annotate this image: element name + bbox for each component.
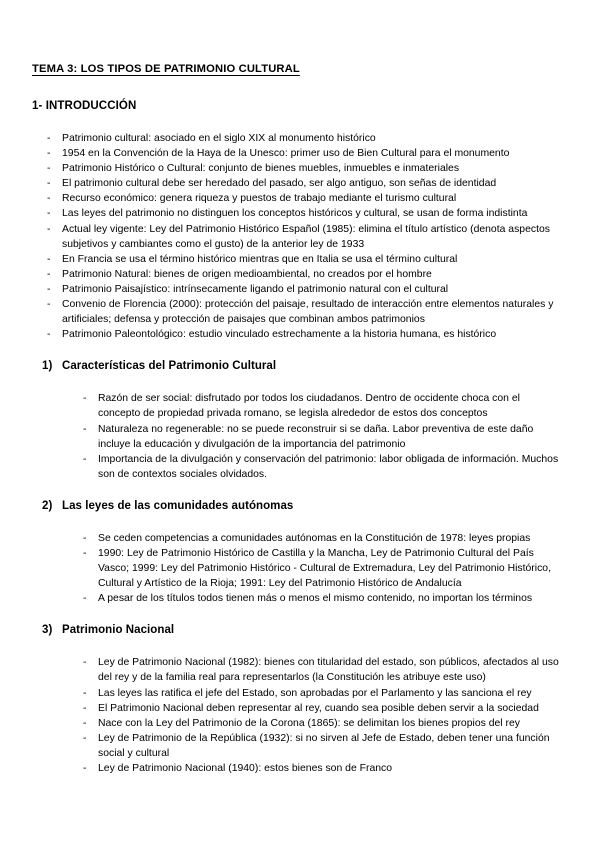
dash-bullet-icon: - bbox=[83, 532, 87, 544]
list-item bbox=[32, 191, 564, 206]
dash-bullet-icon: - bbox=[83, 732, 87, 744]
subsection-heading-text: Las leyes de las comunidades autónomas bbox=[62, 499, 294, 512]
list-item-text: Se ceden competencias a comunidades autónomas en la Constitución de 1978: leyes propias bbox=[98, 532, 531, 544]
section-heading-introduccion: 1- INTRODUCCIÓN bbox=[32, 100, 137, 112]
list-item bbox=[32, 267, 564, 282]
list-item-text: Ley de Patrimonio de la República (1932): si no sirven al Jefe de Estado, deben tener una función social y cultural bbox=[98, 732, 550, 759]
list-item bbox=[32, 131, 564, 146]
list-item-text: Las leyes las ratifica el jefe del Estado, son aprobadas por el Parlamento y las sanciona el rey bbox=[98, 687, 532, 699]
list-item bbox=[68, 655, 564, 685]
dash-bullet-icon: - bbox=[47, 208, 51, 220]
spacer bbox=[32, 638, 564, 655]
dash-bullet-icon: - bbox=[83, 657, 87, 669]
dash-bullet-icon: - bbox=[47, 178, 51, 190]
list-item-text: Importancia de la divulgación y conservación del patrimonio: labor obligada de información. Muchos son de contextos sociales olvidados. bbox=[98, 453, 559, 480]
list-item bbox=[68, 531, 564, 546]
dash-bullet-icon: - bbox=[83, 593, 87, 605]
list-item bbox=[68, 731, 564, 761]
dash-bullet-icon: - bbox=[47, 148, 51, 160]
dash-bullet-icon: - bbox=[47, 133, 51, 144]
list-item-text: Nace con la Ley del Patrimonio de la Corona (1865): se delimitan los bienes propios del rey bbox=[98, 717, 520, 729]
dash-bullet-icon: - bbox=[47, 163, 51, 175]
subsection-heading-caracteristicas bbox=[32, 359, 564, 374]
spacer bbox=[32, 342, 564, 359]
spacer bbox=[32, 77, 564, 99]
dash-bullet-icon: - bbox=[83, 423, 87, 435]
list-item-text: Patrimonio Paleontológico: estudio vinculado estrechamente a la historia humana, es histórico bbox=[62, 329, 497, 341]
list-item bbox=[32, 222, 564, 252]
list-item bbox=[68, 591, 564, 606]
list-item bbox=[32, 176, 564, 191]
list-item bbox=[32, 206, 564, 221]
list-item bbox=[68, 391, 564, 421]
dash-bullet-icon: - bbox=[83, 763, 87, 774]
list-item-text: Patrimonio Histórico o Cultural: conjunto de bienes muebles, inmuebles e inmateriales bbox=[62, 163, 460, 175]
spacer bbox=[32, 606, 564, 623]
list-item bbox=[68, 701, 564, 716]
list-item bbox=[32, 282, 564, 297]
intro-bullet-list bbox=[32, 131, 564, 342]
list-item-text: Las leyes del patrimonio no distinguen los conceptos históricos y cultural, se usan de forma indistinta bbox=[62, 208, 528, 220]
dash-bullet-icon: - bbox=[47, 299, 51, 311]
list-item bbox=[68, 452, 564, 482]
list-item bbox=[68, 761, 564, 776]
document-title: TEMA 3: LOS TIPOS DE PATRIMONIO CULTURAL bbox=[32, 63, 300, 75]
list-item bbox=[68, 422, 564, 452]
dash-bullet-icon: - bbox=[83, 702, 87, 714]
subsection-number: 2) bbox=[42, 499, 53, 512]
list-item-text: Patrimonio cultural: asociado en el siglo XIX al monumento histórico bbox=[62, 133, 376, 144]
subsection-heading-text: Características del Patrimonio Cultural bbox=[62, 360, 277, 373]
list-item-text: Ley de Patrimonio Nacional (1940): estos bienes son de Franco bbox=[98, 763, 393, 774]
list-item-text: Patrimonio Natural: bienes de origen medioambiental, no creados por el hombre bbox=[62, 268, 432, 280]
subsection-heading-leyes-comunidades bbox=[32, 499, 564, 514]
spacer bbox=[32, 514, 564, 531]
list-item bbox=[68, 716, 564, 731]
subsection-heading-text: Patrimonio Nacional bbox=[62, 624, 175, 637]
dash-bullet-icon: - bbox=[83, 547, 87, 559]
list-item bbox=[32, 327, 564, 342]
list-item-text: En Francia se usa el término histórico mientras que en Italia se usa el término cultural bbox=[62, 253, 458, 265]
list-item bbox=[68, 546, 564, 591]
list-item-text: Recurso económico: genera riqueza y puestos de trabajo mediante el turismo cultural bbox=[62, 193, 457, 205]
spacer bbox=[32, 482, 564, 499]
subsection-number: 3) bbox=[42, 624, 53, 637]
list-item-text: 1990: Ley de Patrimonio Histórico de Castilla y la Mancha, Ley de Patrimonio Cultural del País Vasco; 1999: Ley del Patrimonio Histórico - Cultural de Extremadura, Ley del Patrimonio Histórico, Cultural y Artístico de la Rioja; 1991: Ley del Patrimonio Histórico de Andalucía bbox=[98, 547, 551, 590]
list-item bbox=[32, 161, 564, 176]
dash-bullet-icon: - bbox=[83, 453, 87, 465]
list-item-text: 1954 en la Convención de la Haya de la Unesco: primer uso de Bien Cultural para el monumento bbox=[62, 148, 510, 160]
list-item-text: Razón de ser social: disfrutado por todos los ciudadanos. Dentro de occidente choca con el concepto de propiedad privada romano, se legisla alrededor de estos dos conceptos bbox=[98, 393, 520, 420]
spacer bbox=[32, 374, 564, 391]
list-item-text: Patrimonio Paisajístico: intrínsecamente ligando el patrimonio natural con el cultural bbox=[62, 283, 449, 295]
list-item-text: Naturaleza no regenerable: no se puede reconstruir si se daña. Labor preventiva de este daño incluye la educación y divulgación de la importancia del patrimonio bbox=[98, 423, 534, 450]
list-item bbox=[32, 297, 564, 327]
document-body bbox=[32, 62, 564, 776]
dash-bullet-icon: - bbox=[83, 393, 87, 405]
list-item-text: El Patrimonio Nacional deben representar al rey, cuando sea posible deben servir a la sociedad bbox=[98, 702, 539, 714]
subsection-bullet-list-3 bbox=[32, 655, 564, 776]
spacer bbox=[32, 114, 564, 131]
dash-bullet-icon: - bbox=[47, 193, 51, 205]
subsection-bullet-list-1 bbox=[32, 391, 564, 482]
subsection-bullet-list-2 bbox=[32, 531, 564, 606]
dash-bullet-icon: - bbox=[83, 687, 87, 699]
list-item-text: Convenio de Florencia (2000): protección del paisaje, resultado de interacción entre elementos naturales y artificiales; defensa y protección de paisajes que combinan ambos patrimonios bbox=[62, 299, 554, 326]
list-item-text: Actual ley vigente: Ley del Patrimonio Histórico Español (1985): elimina el título artístico (denota aspectos subjetivos y cambiantes como el gusto) de la anterior ley de 1933 bbox=[62, 223, 550, 250]
list-item-text: El patrimonio cultural debe ser heredado del pasado, ser algo antiguo, son señas de identidad bbox=[62, 178, 497, 190]
list-item-text: Ley de Patrimonio Nacional (1982): bienes con titularidad del estado, son públicos, afectados al uso del rey y de la familia real para representarlos (la Constitución les atribuye este uso) bbox=[98, 657, 559, 684]
list-item bbox=[68, 686, 564, 701]
dash-bullet-icon: - bbox=[47, 283, 51, 295]
dash-bullet-icon: - bbox=[47, 268, 51, 280]
subsection-heading-patrimonio-nacional bbox=[32, 623, 564, 638]
dash-bullet-icon: - bbox=[47, 329, 51, 341]
list-item bbox=[32, 146, 564, 161]
dash-bullet-icon: - bbox=[47, 223, 51, 235]
subsection-number: 1) bbox=[42, 360, 53, 373]
dash-bullet-icon: - bbox=[83, 717, 87, 729]
list-item bbox=[32, 252, 564, 267]
dash-bullet-icon: - bbox=[47, 253, 51, 265]
list-item-text: A pesar de los títulos todos tienen más o menos el mismo contenido, no importan los términos bbox=[98, 593, 533, 605]
